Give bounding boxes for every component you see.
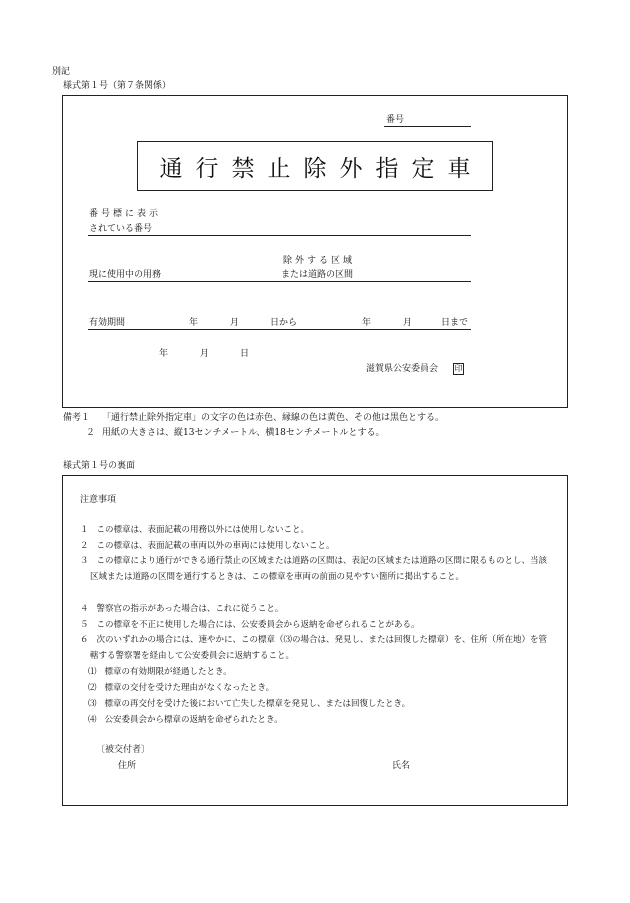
notes-heading: 注意事項	[80, 495, 117, 505]
subitem-num: ⑵	[88, 683, 97, 693]
issue-year: 年	[159, 349, 169, 359]
page-title: 通行禁止除外指定車	[159, 155, 484, 182]
note-item-5	[80, 619, 420, 631]
subitem-1	[88, 666, 232, 678]
note-text: この標章は、表面記載の車両以外の車両には使用しないこと。	[96, 541, 335, 551]
note-num: ２	[80, 541, 89, 551]
issue-month: 月	[200, 349, 210, 359]
use-underline	[88, 281, 471, 282]
address-label: 住所	[118, 761, 137, 771]
annex-label: 別記	[52, 67, 71, 77]
remark-2-text: 用紙の大きさは、縦13センチメートル、横18センチメートルとする。	[102, 428, 385, 438]
note-item-2	[80, 540, 335, 552]
subitem-num: ⑷	[88, 715, 97, 725]
title-box	[137, 141, 493, 191]
note-item-1	[80, 524, 309, 536]
note-num: ３	[80, 556, 89, 566]
number-underline	[384, 126, 471, 127]
recipient-label: 〔被交付者〕	[96, 745, 151, 755]
form-label: 様式第１号（第７条関係）	[63, 81, 172, 91]
subitem-text: 公安委員会から標章の返納を命ぜられたとき。	[104, 715, 283, 725]
subitem-num: ⑶	[88, 699, 97, 709]
note-text: この標章により通行ができる通行禁止の区域または道路の区間は、表記の区域または道路の区間に限るものとし、当該区域または道路の区間を通行するときは、この標章を車両の前面の見やすい箇所に掲出すること。	[90, 556, 548, 582]
number-label: 番号	[386, 115, 405, 125]
note-num: ５	[80, 620, 89, 630]
validity-to-month: 月	[403, 318, 413, 328]
subitem-text: 標章の再交付を受けた後において亡失した標章を発見し、または回復したとき。	[104, 699, 411, 709]
note-text: 警察官の指示があった場合は、これに従うこと。	[96, 604, 284, 614]
remark-2-label: ２	[86, 428, 96, 438]
subitem-4	[88, 714, 283, 726]
note-item-4	[80, 603, 283, 615]
name-label: 氏名	[392, 761, 411, 771]
note-num: １	[80, 525, 89, 535]
note-text: 次のいずれかの場合には、速やかに、この標章（⑶の場合は、発見し、または回復した標章）を、住所（所在地）を管轄する警察署を経由して公安委員会に返納すること。	[90, 635, 548, 661]
issuer-name: 滋賀県公安委員会	[366, 364, 439, 374]
subitem-text: 標章の交付を受けた理由がなくなったとき。	[104, 683, 275, 693]
note-item-3	[80, 553, 550, 585]
plate-label-line2: されている番号	[89, 224, 153, 234]
validity-from-month: 月	[230, 318, 240, 328]
seal-mark: 印	[454, 364, 463, 373]
subitem-num: ⑴	[88, 667, 97, 677]
remark-1-text: 「通行禁止除外指定車」の文字の色は赤色、縁線の色は黄色、その他は黒色とする。	[102, 413, 445, 423]
note-num: ４	[80, 604, 89, 614]
issue-day: 日	[240, 349, 250, 359]
subitem-2	[88, 682, 274, 694]
plate-underline	[88, 235, 471, 236]
remark-1-label: 備考１	[63, 413, 91, 423]
validity-underline	[88, 329, 471, 330]
validity-from-year: 年	[189, 318, 199, 328]
subitem-3	[88, 698, 410, 710]
subitem-text: 標章の有効期限が経過したとき。	[104, 667, 232, 677]
validity-from-day: 日から	[270, 318, 298, 328]
note-item-6	[80, 632, 550, 664]
back-label: 様式第１号の裏面	[63, 461, 136, 471]
plate-label-line1: 番号標に表示	[89, 209, 162, 219]
validity-to-year: 年	[362, 318, 372, 328]
validity-label: 有効期間	[89, 318, 126, 328]
validity-to-day: 日まで	[441, 318, 469, 328]
exempt-area-line1: 除外する区域	[283, 256, 356, 266]
current-use-label: 現に使用中の用務	[89, 270, 162, 280]
note-text: この標章を不正に使用した場合には、公安委員会から返納を命ぜられることがある。	[96, 620, 420, 630]
note-num: ６	[80, 635, 89, 645]
exempt-area-line2: または道路の区間	[281, 270, 354, 280]
note-text: この標章は、表面記載の用務以外には使用しないこと。	[96, 525, 310, 535]
